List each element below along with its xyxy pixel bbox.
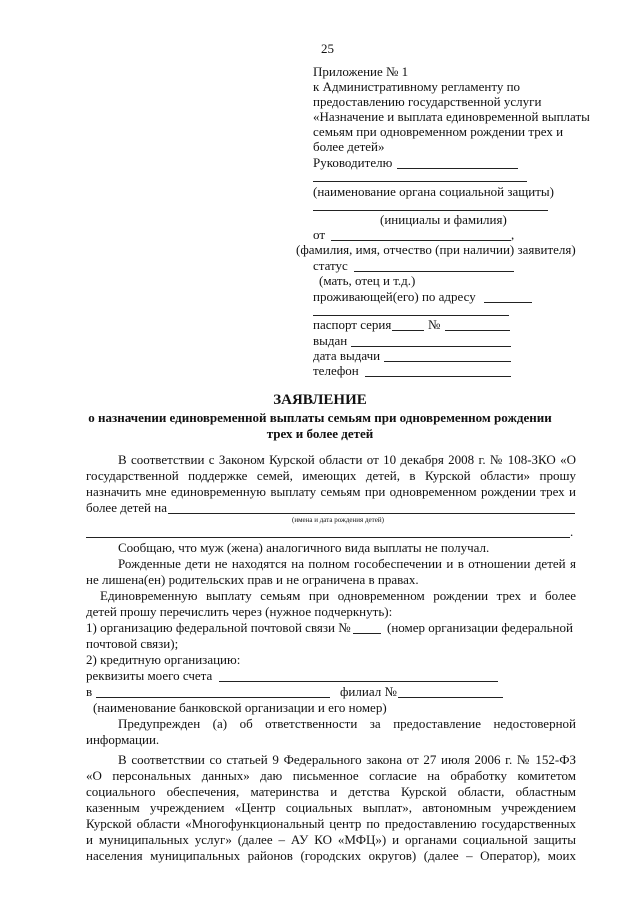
issue-date-field[interactable] — [384, 361, 511, 362]
option-1-line-2: почтовой связи); — [86, 636, 179, 651]
paragraph-2: Сообщаю, что муж (жена) аналогичного вида выплаты не получал. — [118, 540, 490, 555]
address-label: проживающей(его) по адресу — [313, 289, 476, 304]
children-field-1[interactable] — [168, 513, 575, 514]
post-office-number-field[interactable] — [353, 633, 381, 634]
paragraph-3-line-2: не лишена(ен) родительских прав и не ограничена в правах. — [86, 572, 419, 587]
from-comma: , — [511, 227, 515, 242]
passport-number-label: № — [428, 317, 441, 332]
to-head-label: Руководителю — [313, 155, 393, 170]
branch-label: филиал № — [340, 684, 397, 699]
status-label: статус — [313, 258, 348, 273]
appendix-line-4: «Назначение и выплата единовременной выплаты — [313, 109, 590, 124]
account-label: реквизиты моего счета — [86, 668, 213, 683]
organ-field[interactable] — [313, 181, 527, 182]
status-field[interactable] — [354, 271, 514, 272]
appendix-line-3: предоставлению государственной услуги — [313, 94, 542, 109]
applicant-name-field[interactable] — [331, 240, 511, 241]
appendix-line-5: семьям при одновременном рождении трех и — [313, 124, 564, 139]
paragraph-5-line-2: «О персональных данных» даю письменное согласие на обработку комитетом — [86, 768, 576, 783]
appendix-line-1: Приложение № 1 — [313, 64, 409, 79]
issue-date-label: дата выдачи — [313, 348, 381, 363]
option-1-suffix: (номер организации федеральной — [387, 620, 573, 635]
appendix-line-6: более детей» — [313, 139, 385, 154]
paragraph-1-line-2: государственной поддержке семей, имеющих детей, в Курской области» прошу — [86, 468, 576, 483]
paragraph-4-line-1: Единовременную выплату семьям при одновременном рождении трех и более — [100, 588, 576, 603]
fio-caption: (фамилия, имя, отчество (при наличии) заявителя) — [296, 242, 576, 257]
paragraph-5-line-6: и муниципальных услуг» (далее – АУ КО «МФЦ») и органами социальной защиты — [86, 832, 576, 847]
bank-in-label: в — [86, 684, 93, 699]
paragraph-5-line-7: населения муниципальных районов (городских округов) (далее – Оператор), моих — [86, 848, 576, 863]
warning-line-1: Предупрежден (а) об ответственности за предоставление недостоверной — [118, 716, 576, 731]
issued-label: выдан — [313, 333, 348, 348]
option-1-prefix: 1) организацию федеральной почтовой связи № — [86, 620, 351, 635]
paragraph-4-line-2: детей прошу перечислить через (нужное подчеркнуть): — [86, 604, 393, 619]
paragraph-1-line-4: более детей на — [86, 500, 167, 515]
document-subtitle-1: о назначении единовременной выплаты семьям при одновременном рождении — [88, 410, 552, 425]
account-field[interactable] — [219, 681, 498, 682]
bank-name-field[interactable] — [96, 697, 330, 698]
phone-label: телефон — [313, 363, 359, 378]
option-2: 2) кредитную организацию: — [86, 652, 241, 667]
paragraph-5-line-1: В соответствии со статьей 9 Федерального закона от 27 июля 2006 г. № 152-ФЗ — [118, 752, 576, 767]
from-label: от — [313, 227, 326, 242]
paragraph-1-line-1: В соответствии с Законом Курской области от 10 декабря 2008 г. № 108-ЗКО «О — [118, 452, 576, 467]
initials-field[interactable] — [313, 210, 548, 211]
bank-caption: (наименование банковской организации и его номер) — [93, 700, 387, 715]
status-caption: (мать, отец и т.д.) — [319, 273, 416, 288]
paragraph-5-line-5: Курской области «Многофункциональный центр по предоставлению государственных — [86, 816, 576, 831]
passport-series-field[interactable] — [392, 330, 424, 331]
head-name-field[interactable] — [397, 168, 518, 169]
phone-field[interactable] — [365, 376, 511, 377]
children-end-dot: . — [570, 524, 574, 539]
branch-number-field[interactable] — [398, 697, 503, 698]
appendix-line-2: к Административному регламенту по — [313, 79, 521, 94]
paragraph-1-line-3: назначить мне единовременную выплату семьям при одновременном рождении трех и — [86, 484, 576, 499]
warning-line-2: информации. — [86, 732, 160, 747]
address-field-2[interactable] — [313, 315, 509, 316]
issued-field[interactable] — [351, 346, 511, 347]
initials-caption: (инициалы и фамилия) — [380, 212, 507, 227]
passport-number-field[interactable] — [445, 330, 510, 331]
address-field-1[interactable] — [484, 302, 532, 303]
paragraph-5-line-4: казенным учреждением «Центр социальных выплат», автономным учреждением — [86, 800, 576, 815]
paragraph-5-line-3: социального обеспечения, материнства и детства Курской области, областным — [86, 784, 576, 799]
document-title: ЗАЯВЛЕНИЕ — [273, 392, 367, 408]
document-subtitle-2: трех и более детей — [266, 426, 374, 441]
page-number: 25 — [321, 41, 334, 56]
passport-series-label: паспорт серия — [313, 317, 392, 332]
children-field-2[interactable] — [86, 537, 570, 538]
children-caption: (имена и дата рождения детей) — [292, 516, 384, 524]
paragraph-3-line-1: Рожденные дети не находятся на полном гособеспечении и в отношении детей я — [118, 556, 576, 571]
organ-caption: (наименование органа социальной защиты) — [313, 184, 554, 199]
